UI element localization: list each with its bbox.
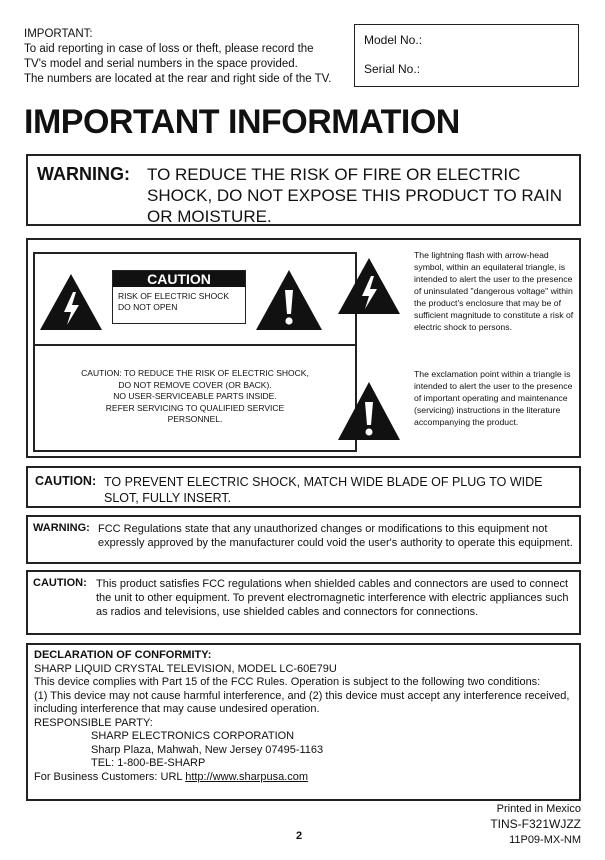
caution-lead: CAUTION:	[33, 577, 87, 589]
inner-caution-line: NO USER-SERVICEABLE PARTS INSIDE.	[113, 391, 277, 401]
declaration-compliance: This device complies with Part 15 of the FCC Rules. Operation is subject to the following two conditions:	[34, 676, 541, 688]
exclamation-triangle-icon	[336, 380, 402, 442]
responsible-party-tel: TEL: 1-800-BE-SHARP	[91, 757, 206, 769]
warning-text: TO REDUCE THE RISK OF FIRE OR ELECTRIC SHOCK, DO NOT EXPOSE THIS PRODUCT TO RAIN OR MOISTURE.	[147, 165, 563, 226]
caution-lead: CAUTION:	[35, 474, 97, 488]
responsible-party-name: SHARP ELECTRONICS CORPORATION	[91, 730, 295, 742]
caution-label	[112, 270, 246, 324]
warning-lead: WARNING:	[37, 164, 130, 184]
lightning-triangle-icon	[38, 272, 104, 332]
print-code: 11P09-MX-NM	[509, 834, 581, 846]
intro-text	[24, 27, 332, 87]
business-url-link[interactable]: http://www.sharpusa.com	[185, 770, 309, 783]
page-title: IMPORTANT INFORMATION	[24, 103, 460, 141]
caution-text: This product satisfies FCC regulations when shielded cables and connectors are used to connect the unit to other equipment. To prevent electromagnetic interference with electric appliances such as radios and televisions, use shielded cables and connectors for connections.	[96, 578, 569, 618]
intro-line: The numbers are located at the rear and right side of the TV.	[24, 73, 332, 85]
serial-number-label: Serial No.:	[364, 62, 421, 76]
declaration-box	[26, 643, 581, 801]
declaration-model: SHARP LIQUID CRYSTAL TELEVISION, MODEL LC-60E79U	[34, 662, 337, 675]
inner-caution-text	[40, 368, 350, 426]
plug-caution-box	[26, 466, 581, 508]
inner-caution-line: PERSONNEL.	[167, 414, 223, 424]
fcc-caution-box	[26, 570, 581, 635]
responsible-party-address: Sharp Plaza, Mahwah, New Jersey 07495-1163	[91, 743, 324, 756]
main-warning-box	[26, 154, 581, 226]
fcc-warning-box	[26, 515, 581, 564]
inner-caution-line: DO NOT REMOVE COVER (OR BACK).	[118, 379, 272, 390]
exclamation-description: The exclamation point within a triangle is intended to alert the user to the presence of important operating and maintenance (servicing) instructions in the literature accompanying the product.	[414, 369, 573, 427]
inner-caution-line: REFER SERVICING TO QUALIFIED SERVICE	[105, 402, 285, 413]
caution-text: TO PREVENT ELECTRIC SHOCK, MATCH WIDE BLADE OF PLUG TO WIDE SLOT, FULLY INSERT.	[104, 475, 543, 505]
intro-line: IMPORTANT:	[24, 28, 93, 40]
page-number: 2	[296, 830, 303, 842]
warning-lead: WARNING:	[33, 522, 90, 534]
record-box	[354, 24, 579, 87]
model-number-label: Model No.:	[364, 33, 423, 47]
caution-label-line: RISK OF ELECTRIC SHOCK	[118, 291, 229, 301]
intro-line: TV's model and serial numbers in the space provided.	[24, 58, 298, 70]
document-code: TINS-F321WJZZ	[490, 817, 581, 831]
caution-label-line: DO NOT OPEN	[118, 302, 178, 312]
lightning-description: The lightning flash with arrow-head symbol, within an equilateral triangle, is intended to alert the user to the presence of uninsulated "dangerous voltage" within the product's enclosure that may be of sufficient magnitude to constitute a risk of electric shock to persons.	[414, 250, 574, 332]
caution-label-header: CAUTION	[113, 271, 245, 287]
lightning-triangle-icon	[336, 256, 402, 316]
declaration-conditions: (1) This device may not cause harmful interference, and (2) this device must accept any interference received, including interference that may cause undesired operation.	[34, 689, 570, 715]
declaration-heading: DECLARATION OF CONFORMITY:	[34, 649, 212, 661]
warning-text: FCC Regulations state that any unauthorized changes or modifications to this equipment not expressly approved by the manufacturer could void the user's authority to operate this equipment.	[98, 523, 573, 549]
panel-divider	[33, 344, 357, 346]
intro-line: To aid reporting in case of loss or theft, please record the	[24, 43, 314, 55]
responsible-party-label: RESPONSIBLE PARTY:	[34, 716, 153, 729]
inner-caution-line: CAUTION: TO REDUCE THE RISK OF ELECTRIC SHOCK,	[81, 368, 309, 378]
exclamation-triangle-icon	[254, 268, 324, 332]
printed-in: Printed in Mexico	[496, 803, 581, 815]
business-prefix: For Business Customers: URL	[34, 770, 186, 783]
business-line	[34, 771, 574, 785]
